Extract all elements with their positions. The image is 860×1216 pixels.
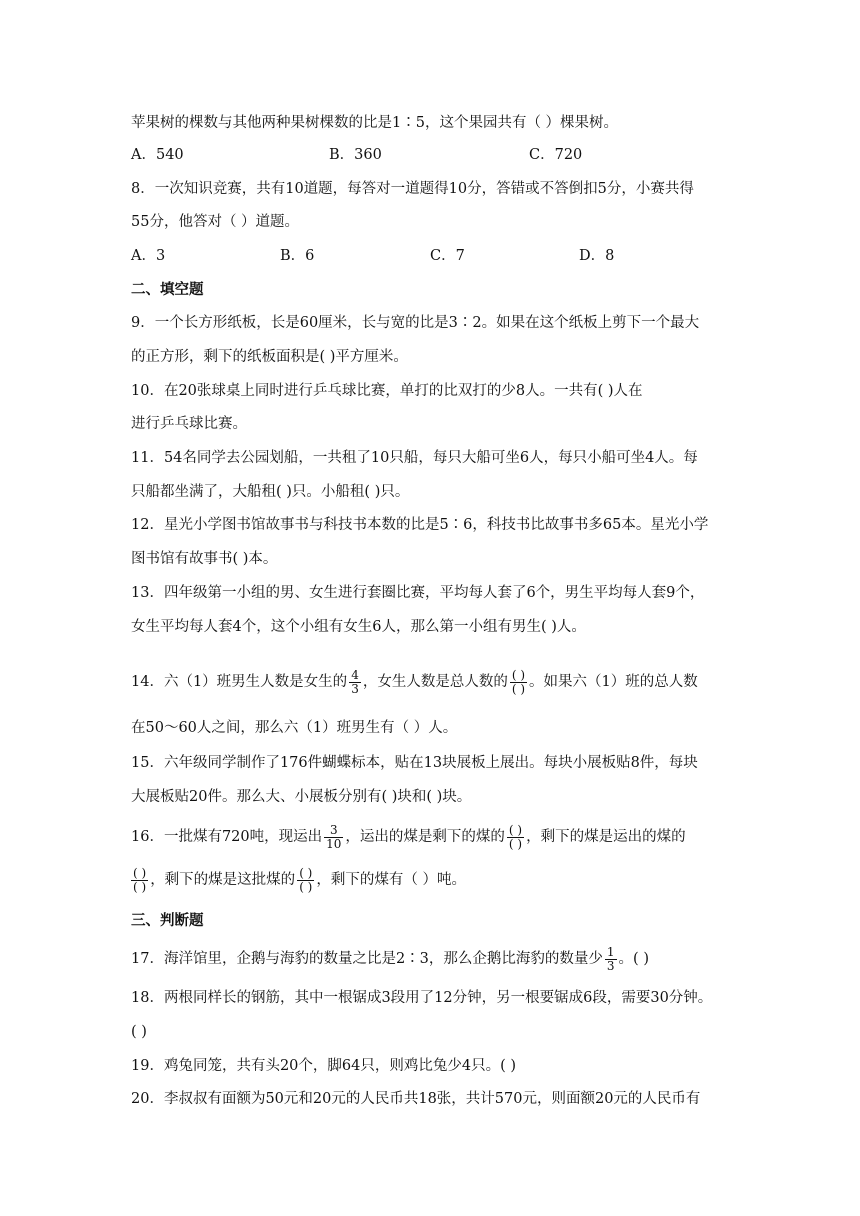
q14-text-1: 14．六（1）班男生人数是女生的 (131, 674, 348, 690)
q16-answer-fraction-2[interactable]: $\frac{( )}{( )}$ (133, 865, 147, 894)
q8-option-d[interactable]: D．8 (579, 248, 615, 264)
q8-option-b[interactable]: B．6 (280, 248, 315, 264)
q17-fraction-1-3: $\frac{1}{3}$ (606, 944, 615, 973)
q16-line1 (131, 819, 732, 855)
q7-option-c[interactable]: C．720 (529, 147, 583, 163)
q19-line1: 19．鸡兔同笼，共有头20个，脚64只，则鸡比兔少4只。( ) (131, 1058, 516, 1074)
q7-option-b[interactable]: B．360 (329, 147, 382, 163)
q16-text-3: ，剩下的煤是运出的煤的 (526, 829, 686, 845)
q16-answer-fraction-1[interactable]: $\frac{( )}{( )}$ (508, 822, 523, 851)
q7-options (131, 144, 732, 166)
q16-text-5: ，剩下的煤有（ ）吨。 (316, 872, 466, 888)
q9-line1: 9．一个长方形纸板，长是60厘米，长与宽的比是3∶2。如果在这个纸板上剪下一个最大 (131, 315, 700, 331)
q8-option-a[interactable]: A．3 (131, 248, 166, 264)
q16-text-2: ，运出的煤是剩下的煤的 (345, 829, 505, 845)
q8-option-c[interactable]: C．7 (430, 248, 465, 264)
q14-text-3: 。如果六（1）班的总人数 (529, 674, 698, 690)
q7-option-a[interactable]: A．540 (131, 147, 184, 163)
q18-line2: ( ) (131, 1024, 147, 1040)
q18-line1: 18．两根同样长的钢筋，其中一根锯成3段用了12分钟，另一根要锯成6段，需要30分钟。 (131, 990, 713, 1006)
q11-line2: 只船都坐满了，大船租( )只。小船租( )只。 (131, 484, 410, 500)
q20-line1: 20．李叔叔有面额为50元和20元的人民币共18张，共计570元，则面额20元的人民币有 (131, 1091, 701, 1107)
q8-options (131, 245, 732, 267)
q7-text: 苹果树的棵数与其他两种果树棵数的比是1∶5，这个果园共有（ ）棵果树。 (131, 115, 619, 131)
q12-line2: 图书馆有故事书( )本。 (131, 551, 278, 567)
q9-line2: 的正方形，剩下的纸板面积是( )平方厘米。 (131, 349, 408, 365)
q12-line1: 12．星光小学图书馆故事书与科技书本数的比是5∶6，科技书比故事书多65本。星光小学 (131, 517, 709, 533)
q13-line2: 女生平均每人套4个，这个小组有女生6人，那么第一小组有男生( )人。 (131, 619, 586, 635)
q17-line1 (131, 942, 732, 976)
q8-line2: 55分，他答对（ ）道题。 (131, 214, 300, 230)
q16-line2 (131, 862, 732, 898)
q16-answer-fraction-3[interactable]: $\frac{( )}{( )}$ (299, 865, 313, 894)
q11-line1: 11．54名同学去公园划船，一共租了10只船，每只大船可坐6人，每只小船可坐4人。每 (131, 450, 698, 466)
q16-text-4: ，剩下的煤是这批煤的 (150, 872, 296, 888)
q15-line1: 15．六年级同学制作了176件蝴蝶标本，贴在13块展板上展出。每块小展板贴8件，每块 (131, 755, 698, 771)
q16-fraction-3-10: $\frac{3}{10}$ (326, 822, 342, 851)
q15-line2: 大展板贴20件。那么大、小展板分别有( )块和( )块。 (131, 789, 472, 805)
q14-fraction-4-3: $\frac{4}{3}$ (351, 667, 359, 696)
q14-answer-fraction[interactable]: $\frac{( )}{( )}$ (511, 667, 526, 696)
q14-text-2: ，女生人数是总人数的 (362, 674, 508, 690)
q16-text-1: 16．一批煤有720吨，现运出 (131, 829, 323, 845)
q17-text-1: 17．海洋馆里，企鹅与海豹的数量之比是2∶3，那么企鹅比海豹的数量少 (131, 951, 603, 967)
section-fill-in-heading: 二、填空题 (131, 281, 204, 298)
q10-line1: 10．在20张球桌上同时进行乒乓球比赛，单打的比双打的少8人。一共有( )人在 (131, 383, 643, 399)
q17-text-2: 。( ) (618, 951, 649, 967)
q13-line1: 13．四年级第一小组的男、女生进行套圈比赛，平均每人套了6个，男生平均每人套9个， (131, 585, 705, 601)
section-true-false-heading: 三、判断题 (131, 912, 204, 929)
q14-line1 (131, 665, 732, 699)
q10-line2: 进行乒乓球比赛。 (131, 416, 247, 432)
q8-line1: 8．一次知识竞赛，共有10道题，每答对一道题得10分，答错或不答倒扣5分，小赛共得 (131, 181, 694, 197)
q14-line2: 在50～60人之间，那么六（1）班男生有（ ）人。 (131, 720, 458, 736)
